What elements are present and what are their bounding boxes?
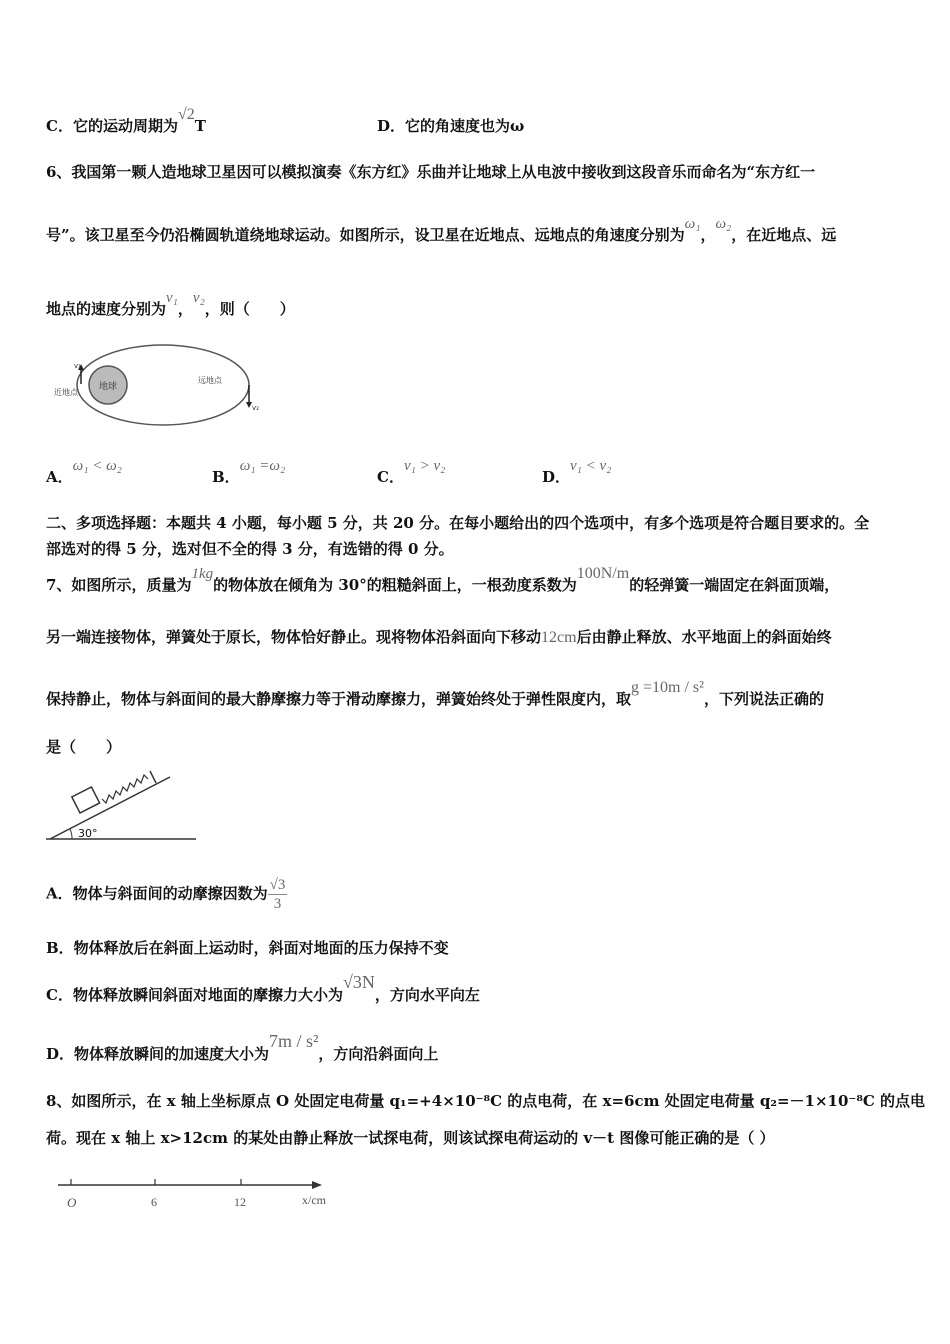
tick-label-6: 6 [151, 1195, 157, 1209]
q8-line-1: 8、如图所示，在 x 轴上坐标原点 O 处固定电荷量 q₁=+4×10⁻⁸C 的点电荷，在 x=6cm 处固定电荷量 q₂=－1×10⁻⁸C 的点电 [46, 1092, 926, 1110]
origin-label: O [67, 1195, 77, 1210]
q7-option-c: C．物体释放瞬间斜面对地面的摩擦力大小为√3N，方向水平向左 [46, 972, 480, 1004]
section2-line-1: 二、多项选择题：本题共 4 小题，每小题 5 分，共 20 分。在每小题给出的四个选项中，有多个选项是符合题目要求的。全 [46, 514, 870, 532]
q6-option-b: B．ω₁ =ω₂ [212, 458, 286, 486]
orbit-figure [50, 338, 259, 438]
axis-arrowhead [312, 1181, 322, 1189]
spring [102, 775, 148, 803]
q5-option-c: C．它的运动周期为√2T [46, 106, 206, 135]
x-axis-figure [56, 1168, 346, 1213]
q6-option-a: A．ω₁ < ω₂ [46, 458, 122, 486]
v1-figure-label: v₁ [74, 362, 81, 370]
q6-line-1: 6、我国第一颗人造地球卫星因可以模拟演奏《东方红》乐曲并让地球上从电波中接收到这段音乐而命名为“东方红一 [46, 163, 816, 181]
tick-label-12: 12 [234, 1195, 246, 1209]
q6-option-c: C．v₁ > v₂ [377, 458, 446, 486]
q7-line-4: 是（ ） [46, 738, 122, 756]
earth-label: 地球 [98, 382, 118, 392]
q7-line-1: 7、如图所示，质量为1kg的物体放在倾角为 30°的粗糙斜面上，一根劲度系数为100N/m的轻弹簧一端固定在斜面顶端， [46, 565, 840, 594]
q7-option-a: A．物体与斜面间的动摩擦因数为 $\frac{√3}{3}$ [46, 877, 286, 912]
v2-figure-label: v₂ [252, 404, 259, 412]
q6-option-d: D．v₁ < v₂ [542, 458, 612, 486]
apogee-label: 远地点 [198, 376, 222, 385]
perigee-label: 近地点 [54, 388, 78, 397]
spring-mount [150, 771, 156, 783]
incline-surface [50, 777, 170, 839]
q8-line-2: 荷。现在 x 轴上 x>12cm 的某处由静止释放一试探电荷，则该试探电荷运动的 v－t 图像可能正确的是（ ） [46, 1129, 775, 1147]
q6-line-3: 地点的速度分别为v₁，v₂，则（ ） [46, 290, 295, 318]
block [72, 787, 100, 813]
q7-option-b: B．物体释放后在斜面上运动时，斜面对地面的压力保持不变 [46, 939, 449, 957]
q6-line-2: 号”。该卫星至今仍沿椭圆轨道绕地球运动。如图所示，设卫星在近地点、远地点的角速度分别为ω₁，ω₂，在近地点、远 [46, 216, 837, 244]
q7-line-2: 另一端连接物体，弹簧处于原长，物体恰好静止。现将物体沿斜面向下移动12cm后由静止释放、水平地面上的斜面始终 [46, 628, 832, 646]
section2-line-2: 部选对的得 5 分，选对但不全的得 3 分，有选错的得 0 分。 [46, 540, 454, 558]
q5-option-d: D．它的角速度也为ω [377, 117, 525, 135]
angle-arc [70, 829, 72, 839]
angle-label: 30° [78, 827, 98, 840]
axis-unit-label: x/cm [302, 1193, 326, 1207]
q7-option-d: D．物体释放瞬间的加速度大小为7m / s²，方向沿斜面向上 [46, 1031, 439, 1063]
incline-figure [46, 765, 201, 845]
q7-line-3: 保持静止，物体与斜面间的最大静摩擦力等于滑动摩擦力，弹簧始终处于弹性限度内，取g =10m / s²，下列说法正确的 [46, 679, 824, 708]
sqrt2-math: √2 [177, 106, 195, 123]
